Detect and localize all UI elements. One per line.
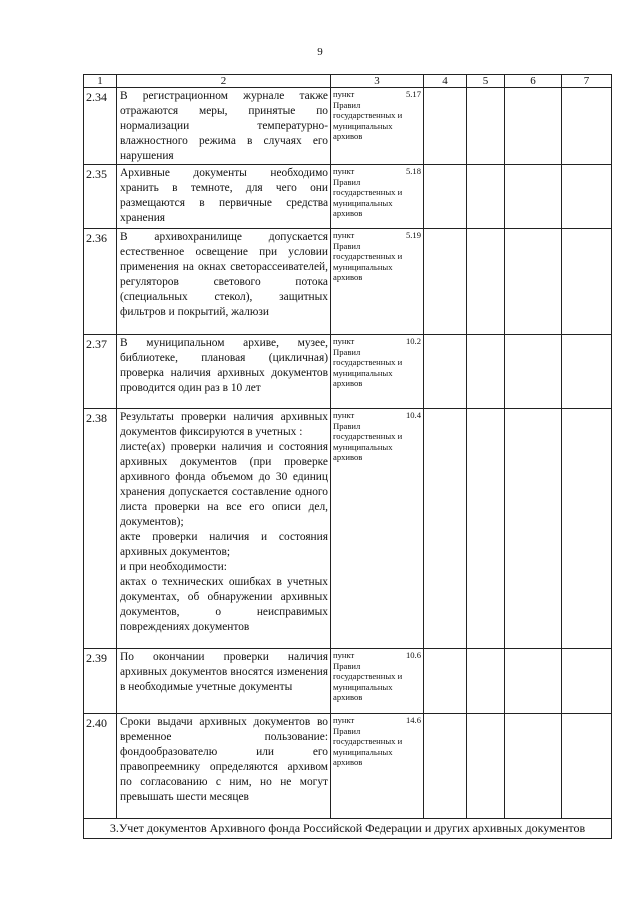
empty-cell (562, 165, 612, 229)
empty-cell (562, 88, 612, 165)
column-header: 7 (562, 75, 612, 88)
row-number: 2.35 (84, 165, 117, 229)
empty-cell (467, 714, 505, 819)
column-header: 1 (84, 75, 117, 88)
empty-cell (562, 714, 612, 819)
row-number: 2.37 (84, 335, 117, 409)
ref-source: Правил государственных и муниципальных архивов (333, 346, 403, 388)
column-header: 2 (117, 75, 331, 88)
legal-reference (331, 649, 424, 714)
empty-cell (505, 409, 562, 649)
table-row (84, 335, 612, 409)
legal-reference (331, 409, 424, 649)
row-number: 2.34 (84, 88, 117, 165)
empty-cell (424, 335, 467, 409)
ref-word: пункт (333, 715, 355, 725)
row-number: 2.38 (84, 409, 117, 649)
ref-source: Правил государственных и муниципальных архивов (333, 660, 403, 702)
table-header-row (84, 75, 612, 88)
table-row (84, 649, 612, 714)
requirement-text: Сроки выдачи архивных документов во временное пользование: фондообразователю или его правопреемнику определяются архивом по согласованию с ним, но не могут превышать шести месяцев (117, 714, 331, 819)
text-paragraph: акте проверки наличия и состояния архивных документов; (120, 531, 328, 558)
requirement-text: По окончании проверки наличия архивных документов вносятся изменения в необходимые учетные документы (117, 649, 331, 714)
empty-cell (505, 229, 562, 335)
empty-cell (467, 335, 505, 409)
ref-source: Правил государственных и муниципальных архивов (333, 240, 403, 282)
empty-cell (467, 165, 505, 229)
empty-cell (562, 229, 612, 335)
ref-word: пункт (333, 89, 355, 99)
empty-cell (467, 649, 505, 714)
legal-reference (331, 165, 424, 229)
text-paragraph: Результаты проверки наличия архивных документов фиксируются в учетных : (120, 411, 328, 438)
page-number: 9 (317, 46, 323, 58)
requirement-text: Архивные документы необходимо хранить в темноте, для чего они размещаются в первичные средства хранения (117, 165, 331, 229)
table-row (84, 409, 612, 649)
empty-cell (424, 409, 467, 649)
section-title: 3.Учет документов Архивного фонда Российской Федерации и других архивных документов (84, 819, 612, 839)
requirements-table (83, 74, 612, 839)
empty-cell (505, 88, 562, 165)
table-row (84, 88, 612, 165)
empty-cell (467, 409, 505, 649)
section-heading-row (84, 819, 612, 839)
column-header: 3 (331, 75, 424, 88)
ref-number: 10.6 (405, 650, 421, 660)
legal-reference (331, 229, 424, 335)
ref-word: пункт (333, 336, 355, 346)
ref-number: 5.17 (405, 89, 421, 99)
column-header: 4 (424, 75, 467, 88)
requirement-text: В регистрационном журнале также отражаются меры, принятые по нормализации температурно-влажностного режима в случаях его нарушения (117, 88, 331, 165)
ref-source: Правил государственных и муниципальных архивов (333, 99, 403, 141)
empty-cell (505, 335, 562, 409)
text-paragraph: актах о технических ошибках в учетных документах, об обнаружении архивных документов, о неисправимых повреждениях документов (120, 576, 328, 633)
empty-cell (505, 649, 562, 714)
requirement-text: В муниципальном архиве, музее, библиотеке, плановая (цикличная) проверка наличия архивных документов проводится один раз в 10 лет (117, 335, 331, 409)
ref-word: пункт (333, 230, 355, 240)
ref-number: 14.6 (405, 715, 421, 725)
table-row (84, 714, 612, 819)
ref-number: 5.18 (405, 166, 421, 176)
ref-source: Правил государственных и муниципальных архивов (333, 420, 403, 462)
ref-word: пункт (333, 166, 355, 176)
table-row (84, 165, 612, 229)
empty-cell (424, 88, 467, 165)
ref-number: 10.4 (405, 410, 421, 420)
empty-cell (505, 714, 562, 819)
requirement-text: В архивохранилище допускается естественное освещение при условии применения на окнах светорассеивателей, регуляторов светового потока (специальных стекол), защитных фильтров и покрытий, жалюзи (117, 229, 331, 335)
legal-reference (331, 714, 424, 819)
empty-cell (467, 229, 505, 335)
column-header: 6 (505, 75, 562, 88)
table-row (84, 229, 612, 335)
empty-cell (424, 649, 467, 714)
empty-cell (562, 335, 612, 409)
ref-number: 10.2 (405, 336, 421, 346)
empty-cell (424, 229, 467, 335)
requirement-text (117, 409, 331, 649)
empty-cell (467, 88, 505, 165)
row-number: 2.36 (84, 229, 117, 335)
empty-cell (424, 714, 467, 819)
empty-cell (505, 165, 562, 229)
ref-source: Правил государственных и муниципальных архивов (333, 176, 403, 218)
row-number: 2.40 (84, 714, 117, 819)
text-paragraph: листе(ах) проверки наличия и состояния архивных документов (при проверке архивного фонда объемом до 30 единиц хранения допускается составление одного листа проверки на все его описи дел, документов); (120, 441, 328, 528)
empty-cell (424, 165, 467, 229)
row-number: 2.39 (84, 649, 117, 714)
legal-reference (331, 335, 424, 409)
empty-cell (562, 409, 612, 649)
legal-reference (331, 88, 424, 165)
empty-cell (562, 649, 612, 714)
ref-source: Правил государственных и муниципальных архивов (333, 725, 403, 767)
column-header: 5 (467, 75, 505, 88)
ref-word: пункт (333, 650, 355, 660)
ref-number: 5.19 (405, 230, 421, 240)
text-paragraph: и при необходимости: (120, 561, 227, 573)
ref-word: пункт (333, 410, 355, 420)
